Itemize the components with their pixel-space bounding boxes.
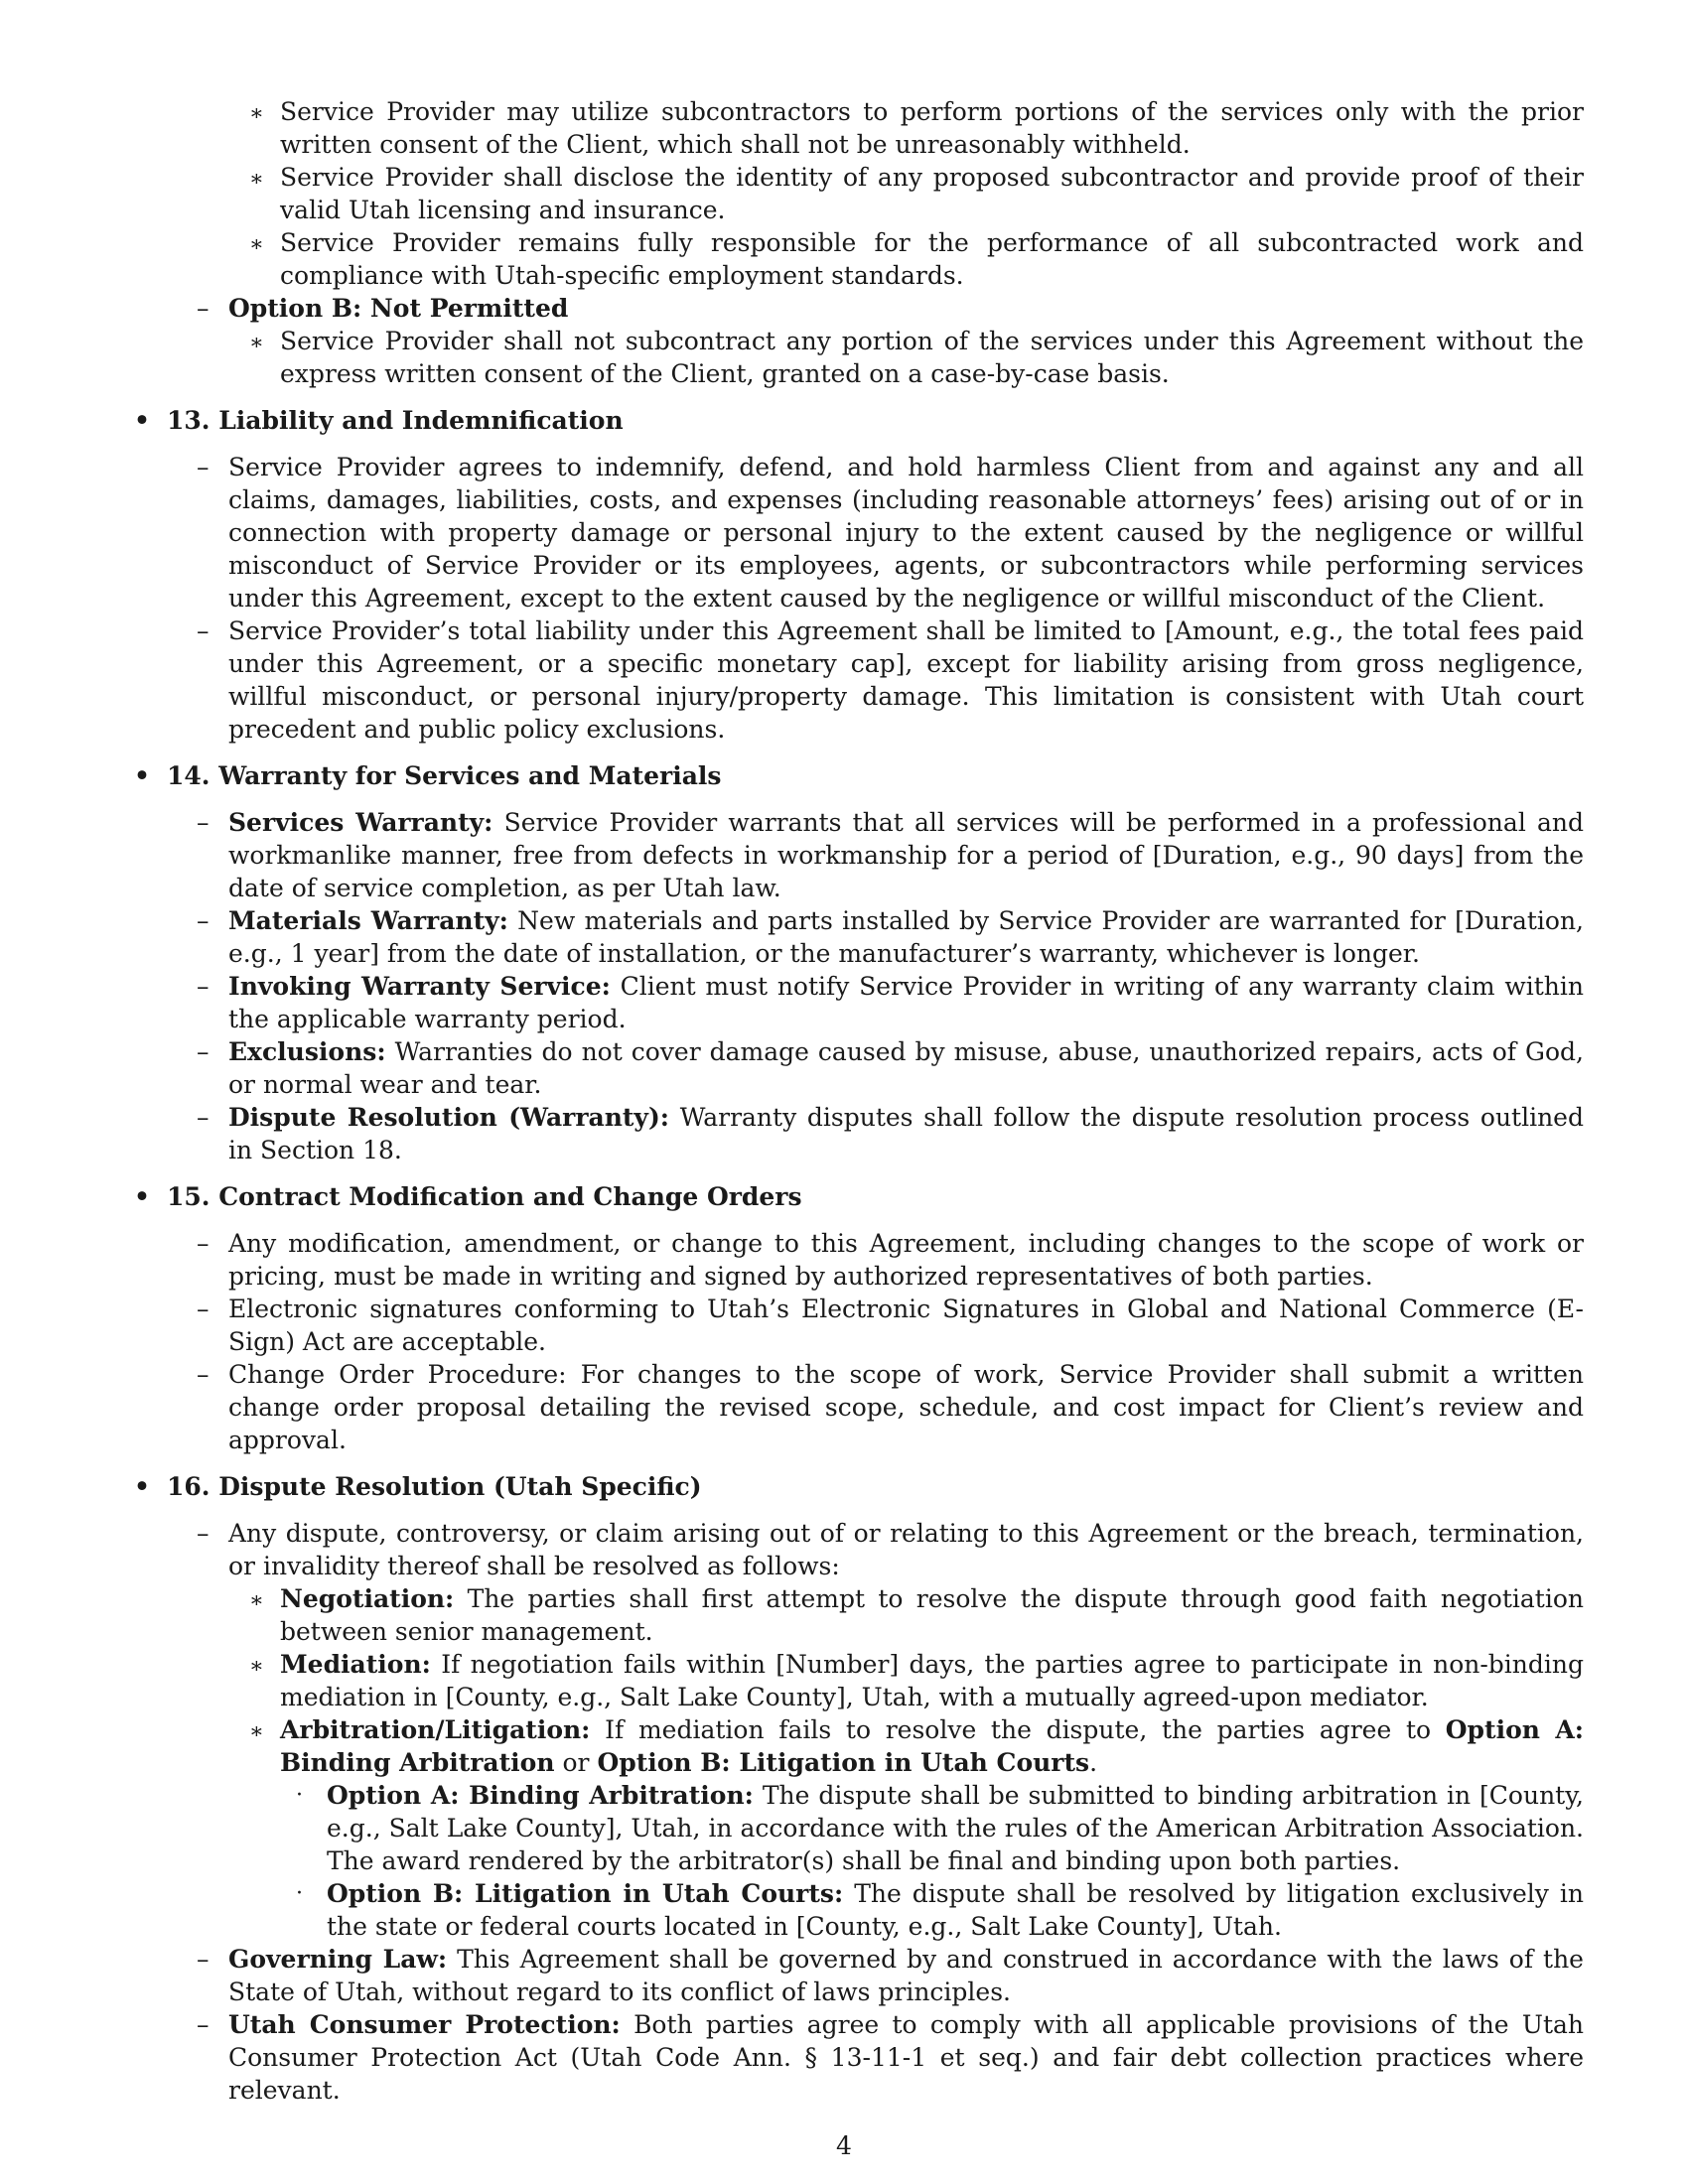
list-item: ∗ Mediation: If negotiation fails within [Number] days, the parties agree to participate in non-binding mediation in [County, e.g., Salt Lake County], Utah, with a mutually agreed-upon mediator. [249, 1650, 1584, 1711]
asterisk-bullet-icon: ∗ [249, 1588, 264, 1613]
list-item: ∗ Arbitration/Litigation: If mediation fails to resolve the dispute, the parties agree to Option A: Binding Arbitration or Option B: Litigation in Utah Courts. [249, 1715, 1585, 1777]
dash-bullet-icon: – [197, 1519, 210, 1548]
list-item: – Invoking Warranty Service: Client must notify Service Provider in writing of any warranty claim within the applicable warranty period. [197, 972, 1584, 1033]
dot-bullet-icon: · [296, 1783, 303, 1808]
section-15 [129, 1180, 1584, 1456]
section-16 [129, 1470, 1584, 2107]
dot-bullet-icon: · [296, 1881, 303, 1906]
asterisk-bullet-icon: ∗ [249, 1654, 264, 1679]
dash-bullet-icon: – [197, 972, 210, 1001]
option-b-heading: Option B: Not Permitted [228, 294, 569, 323]
page-number: 4 [836, 2131, 852, 2160]
asterisk-bullet-icon: ∗ [249, 1719, 264, 1744]
list-item: ∗ Service Provider may utilize subcontractors to perform portions of the services only with the prior written consent of the Client, which shall not be unreasonably withheld. [249, 97, 1584, 159]
list-item [129, 292, 1584, 325]
asterisk-bullet-icon: ∗ [249, 232, 264, 257]
list-item: ∗ Service Provider shall disclose the identity of any proposed subcontractor and provide proof of their valid Utah licensing and insurance. [249, 163, 1584, 224]
list-item: · Option B: Litigation in Utah Courts: The dispute shall be resolved by litigation exclusively in the state or federal courts located in [County, e.g., Salt Lake County], Utah. [296, 1879, 1584, 1941]
dash-bullet-icon: – [197, 1037, 210, 1066]
list-item: – Materials Warranty: New materials and parts installed by Service Provider are warranted for [Duration, e.g., 1 year] from the date of installation, or the manufacturer’s warranty, whichever is longer. [197, 906, 1585, 968]
section-heading: • 15. Contract Modification and Change Orders [134, 1182, 802, 1211]
dash-bullet-icon: – [197, 616, 210, 645]
list-item: – Service Provider’s total liability under this Agreement shall be limited to [Amount, e.g., the total fees paid under this Agreement, or a specific monetary cap], except for liability arising from gross negligence, willful misconduct, or personal injury/property damage. This limitation is consistent with Utah court precedent and public policy exclusions. [197, 616, 1584, 744]
bullet-icon: • [134, 761, 150, 790]
section-14 [129, 759, 1584, 1166]
bullet-icon: • [134, 406, 150, 435]
list-item: – Governing Law: This Agreement shall be governed by and construed in accordance with the laws of the State of Utah, without regard to its conflict of laws principles. [197, 1945, 1584, 2006]
page-content [129, 95, 1584, 2107]
list-item: – Dispute Resolution (Warranty): Warranty disputes shall follow the dispute resolution process outlined in Section 18. [197, 1103, 1584, 1164]
section-heading: • 16. Dispute Resolution (Utah Specific) [134, 1472, 702, 1501]
bullet-icon: • [134, 1472, 150, 1501]
list-item: – Utah Consumer Protection: Both parties agree to comply with all applicable provisions of the Utah Consumer Protection Act (Utah Code Ann. § 13-11-1 et seq.) and fair debt collection practices where relevant. [197, 2010, 1584, 2105]
section-13 [129, 404, 1584, 746]
dash-bullet-icon: – [197, 1229, 210, 1258]
dash-bullet-icon: – [197, 906, 210, 935]
section-heading: • 13. Liability and Indemnification [134, 406, 624, 435]
dash-bullet-icon: – [197, 1945, 210, 1974]
asterisk-bullet-icon: ∗ [249, 167, 264, 192]
section-heading: • 14. Warranty for Services and Materials [134, 761, 722, 790]
dash-bullet-icon: – [197, 1295, 210, 1323]
list-item: – Change Order Procedure: For changes to the scope of work, Service Provider shall submit a written change order proposal detailing the revised scope, schedule, and cost impact for Client’s review and approval. [197, 1360, 1584, 1454]
list-item: ∗ Service Provider shall not subcontract any portion of the services under this Agreement without the express written consent of the Client, granted on a case-by-case basis. [249, 327, 1584, 388]
asterisk-bullet-icon: ∗ [249, 101, 264, 126]
list-item: – Any dispute, controversy, or claim arising out of or relating to this Agreement or the breach, termination, or invalidity thereof shall be resolved as follows: [197, 1519, 1584, 1580]
asterisk-bullet-icon: ∗ [249, 331, 264, 355]
dash-bullet-icon: – [197, 1360, 210, 1389]
bullet-icon: • [134, 1182, 150, 1211]
list-item: · Option A: Binding Arbitration: The dispute shall be submitted to binding arbitration in [County, e.g., Salt Lake County], Utah, in accordance with the rules of the American Arbitration Association. The award rendered by the arbitrator(s) shall be final and binding upon both parties. [296, 1781, 1584, 1875]
dash-bullet-icon: – [197, 808, 210, 837]
dash-bullet-icon: – [197, 2010, 210, 2039]
list-item: – Services Warranty: Service Provider warrants that all services will be performed in a professional and workmanlike manner, free from defects in workmanship for a period of [Duration, e.g., 90 days] from the date of service completion, as per Utah law. [197, 808, 1584, 902]
list-item: – Service Provider agrees to indemnify, defend, and hold harmless Client from and against any and all claims, damages, liabilities, costs, and expenses (including reasonable attorneys’ fees) arising out of or in connection with property damage or personal injury to the extent caused by the negligence or willful misconduct of Service Provider or its employees, agents, or subcontractors while performing services under this Agreement, except to the extent caused by the negligence or willful misconduct of the Client. [197, 453, 1584, 613]
list-item: – Electronic signatures conforming to Utah’s Electronic Signatures in Global and National Commerce (E-Sign) Act are acceptable. [197, 1295, 1584, 1356]
list-item: ∗ Negotiation: The parties shall first attempt to resolve the dispute through good faith negotiation between senior management. [249, 1584, 1585, 1646]
list-item: ∗ Service Provider remains fully responsible for the performance of all subcontracted work and compliance with Utah-specific employment standards. [249, 228, 1584, 290]
dash-bullet-icon: – [197, 453, 210, 481]
list-item: – Exclusions: Warranties do not cover damage caused by misuse, abuse, unauthorized repairs, acts of God, or normal wear and tear. [197, 1037, 1585, 1099]
list-item: – Any modification, amendment, or change to this Agreement, including changes to the scope of work or pricing, must be made in writing and signed by authorized representatives of both parties. [197, 1229, 1584, 1291]
dash-bullet-icon: – [197, 294, 210, 323]
dash-bullet-icon: – [197, 1103, 210, 1132]
